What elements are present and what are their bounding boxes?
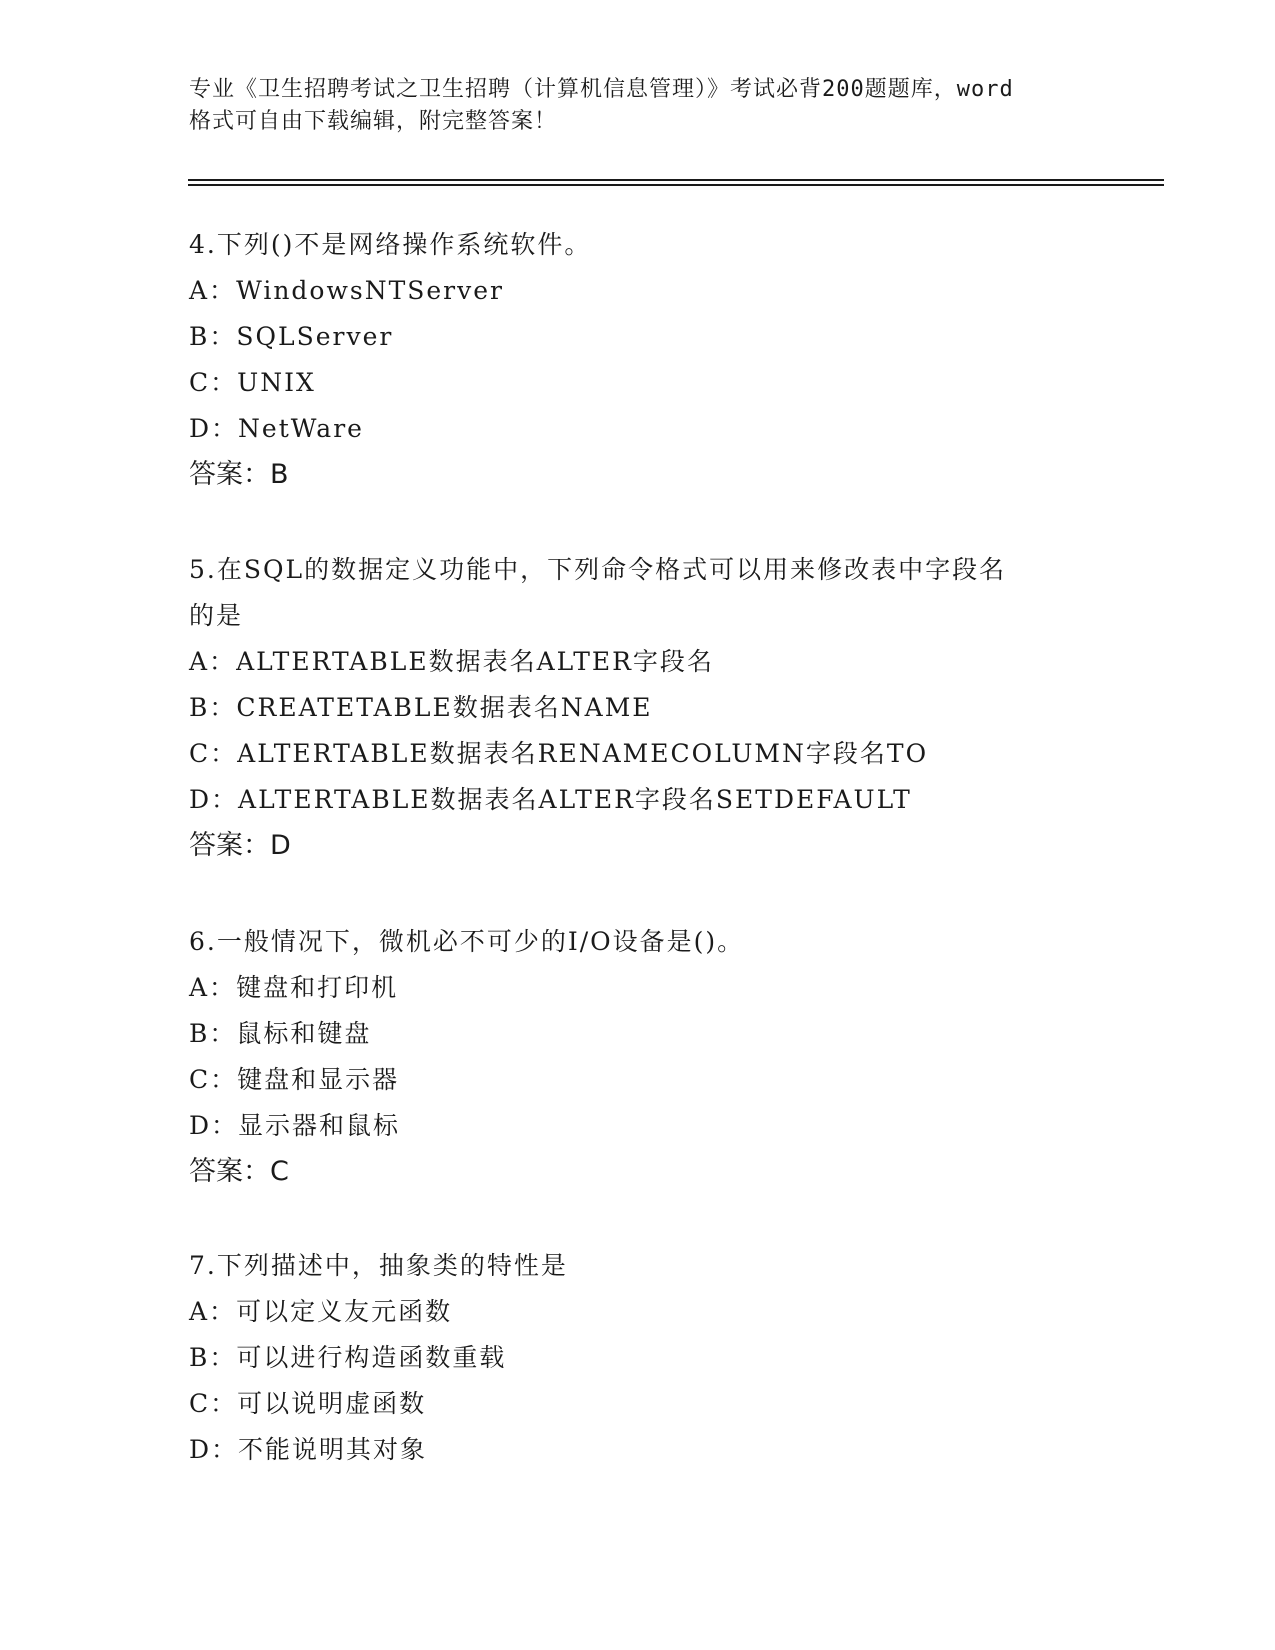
option-d bbox=[189, 1103, 1089, 1149]
option-a bbox=[189, 1289, 1089, 1335]
question-stem: 6.一般情况下，微机必不可少的I/O设备是()。 bbox=[189, 927, 745, 956]
option-label: A： bbox=[189, 973, 237, 1002]
question-stem-continued: 的是 bbox=[189, 601, 244, 630]
option-label: C： bbox=[189, 1389, 238, 1418]
option-d bbox=[189, 777, 1089, 823]
option-text: ALTERTABLE数据表名ALTER字段名SETDEFAULT bbox=[238, 785, 912, 814]
option-text: UNIX bbox=[237, 368, 316, 397]
option-text: 鼠标和键盘 bbox=[236, 1019, 372, 1048]
question-stem: 7.下列描述中，抽象类的特性是 bbox=[189, 1251, 568, 1280]
option-text: 可以说明虚函数 bbox=[237, 1389, 427, 1418]
option-text: 可以进行构造函数重载 bbox=[236, 1343, 507, 1372]
header-title-line-2: 格式可自由下载编辑，附完整答案！ bbox=[189, 109, 558, 134]
header-divider-top bbox=[188, 179, 1164, 181]
option-text: NetWare bbox=[238, 414, 364, 443]
option-b bbox=[189, 314, 1089, 360]
option-text: CREATETABLE数据表名NAME bbox=[236, 693, 653, 722]
option-label: C： bbox=[189, 368, 238, 397]
option-label: A： bbox=[189, 647, 237, 676]
option-label: D： bbox=[189, 1111, 239, 1140]
option-text: WindowsNTServer bbox=[236, 276, 504, 305]
question-block bbox=[189, 547, 1089, 869]
question-stem: 4.下列()不是网络操作系统软件。 bbox=[189, 230, 592, 259]
option-label: A： bbox=[189, 1297, 237, 1326]
option-label: B： bbox=[189, 1343, 237, 1372]
answer-line: 答案：B bbox=[189, 459, 289, 490]
option-text: 显示器和鼠标 bbox=[238, 1111, 401, 1140]
option-label: D： bbox=[189, 414, 239, 443]
option-a bbox=[189, 965, 1089, 1011]
option-text: SQLServer bbox=[236, 322, 394, 351]
option-label: C： bbox=[189, 1065, 238, 1094]
option-a bbox=[189, 268, 1089, 314]
question-block bbox=[189, 919, 1089, 1195]
header-divider-bottom bbox=[188, 184, 1164, 186]
option-text: 可以定义友元函数 bbox=[236, 1297, 453, 1326]
option-c bbox=[189, 1057, 1089, 1103]
option-text: 键盘和打印机 bbox=[236, 973, 399, 1002]
answer-line: 答案：C bbox=[189, 1156, 289, 1187]
option-b bbox=[189, 1335, 1089, 1381]
option-label: B： bbox=[189, 693, 237, 722]
question-block bbox=[189, 1243, 1089, 1473]
option-text: ALTERTABLE数据表名ALTER字段名 bbox=[236, 647, 714, 676]
option-a bbox=[189, 639, 1089, 685]
option-text: 不能说明其对象 bbox=[238, 1435, 428, 1464]
header-title-line-1: 专业《卫生招聘考试之卫生招聘（计算机信息管理）》考试必背200题题库，word bbox=[189, 77, 1014, 102]
option-c bbox=[189, 1381, 1089, 1427]
option-label: C： bbox=[189, 739, 238, 768]
question-stem: 5.在SQL的数据定义功能中，下列命令格式可以用来修改表中字段名 bbox=[189, 555, 1007, 584]
option-d bbox=[189, 1427, 1089, 1473]
option-text: ALTERTABLE数据表名RENAMECOLUMN字段名TO bbox=[237, 739, 929, 768]
option-text: 键盘和显示器 bbox=[237, 1065, 400, 1094]
option-label: B： bbox=[189, 1019, 237, 1048]
option-c bbox=[189, 731, 1089, 777]
option-b bbox=[189, 1011, 1089, 1057]
option-b bbox=[189, 685, 1089, 731]
question-block bbox=[189, 222, 1089, 498]
option-label: D： bbox=[189, 1435, 239, 1464]
option-d bbox=[189, 406, 1089, 452]
option-label: D： bbox=[189, 785, 239, 814]
option-c bbox=[189, 360, 1089, 406]
answer-line: 答案：D bbox=[189, 830, 291, 861]
document-header bbox=[189, 74, 1089, 138]
option-label: A： bbox=[189, 276, 237, 305]
option-label: B： bbox=[189, 322, 237, 351]
